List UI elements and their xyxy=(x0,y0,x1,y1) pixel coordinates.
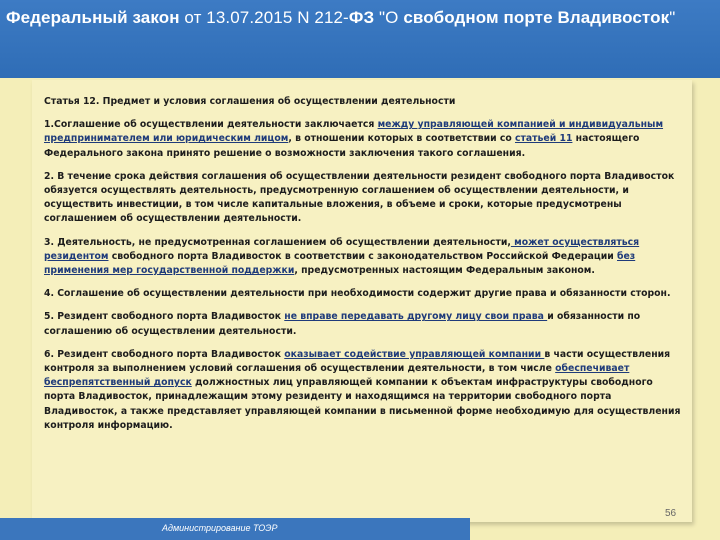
title-law-subject: свободном порте Владивосток xyxy=(403,8,670,27)
slide-title xyxy=(6,8,718,28)
p6-text-b: в части осуществления контроля за выполнением условий соглашения об осуществлении деятельности, в том числе xyxy=(44,348,671,375)
title-quote-close: " xyxy=(669,8,676,27)
p1-text-c: настоящего Федерального закона принято решение о возможности заключения такого соглашения. xyxy=(44,133,640,159)
p5-underline-no-transfer: не вправе передавать другому лицу свои права xyxy=(284,311,548,323)
paragraph-4: 4. Соглашение об осуществлении деятельности при необходимости содержит другие права и обязанности сторон. xyxy=(44,288,671,300)
p3-underline-without-support: без применения мер государственной поддержки xyxy=(44,250,636,277)
title-law-type: Федеральный закон xyxy=(6,8,180,27)
title-quote-open: "О xyxy=(374,8,404,27)
article-heading: Статья 12. Предмет и условия соглашения об осуществлении деятельности xyxy=(44,96,456,107)
p6-underline-access: обеспечивает беспрепятственный допуск xyxy=(44,363,630,389)
paragraph-3 xyxy=(44,236,684,279)
p1-underline-parties: между управляющей компанией и индивидуальным предпринимателем или юридическим лицом xyxy=(44,119,664,145)
p1-text-b: , в отношении которых в соответствии со xyxy=(288,133,515,145)
article-text xyxy=(44,95,684,442)
p3-text-c: , предусмотренных настоящим Федеральным законом. xyxy=(294,265,595,277)
p5-text-a: 5. Резидент свободного порта Владивосток xyxy=(44,311,285,323)
article-11-link[interactable]: статьей 11 xyxy=(514,133,573,145)
p1-text-a: 1.Соглашение об осуществлении деятельности заключается xyxy=(44,119,378,131)
p3-text-a: 3. Деятельность, не предусмотренная соглашением об осуществлении деятельности, xyxy=(44,236,511,248)
p6-text-c: должностных лиц управляющей компании к объектам инфраструктуры свободного порта Владивосток, принадлежащим этому резиденту и находящимся на территории свободного порта Владивосток, а также представляет управляющей компании в письменной форме необходимую для осуществления контроля информацию. xyxy=(44,377,681,431)
paragraph-6 xyxy=(44,348,684,433)
p6-underline-assists: оказывает содействие управляющей компании xyxy=(284,348,545,360)
title-law-date: от 13.07.2015 N 212- xyxy=(179,8,349,27)
page-number: 56 xyxy=(665,508,677,519)
paragraph-2: 2. В течение срока действия соглашения об осуществлении деятельности резидент свободного порта Владивосток обязуется осуществлять деятельность, предусмотренную соглашением об осуществлении деятельности, и осуществить инвестиции, в том числе капитальные вложения, в объеме и сроки, которые предусмотрены соглашением об осуществлении деятельности. xyxy=(44,170,675,225)
p5-text-b: и обязанности по соглашению об осуществлении деятельности. xyxy=(44,311,641,337)
footer-text: Администрирование ТОЭР xyxy=(162,523,278,533)
title-law-abbrev: ФЗ xyxy=(348,8,375,27)
p3-text-b: свободного порта Владивосток в соответствии с законодательством Российской Федерации xyxy=(108,250,618,262)
paragraph-5 xyxy=(44,310,684,338)
paragraph-1 xyxy=(44,118,684,161)
p3-underline-may: может осуществляться резидентом xyxy=(44,236,640,262)
p6-text-a: 6. Резидент свободного порта Владивосток xyxy=(44,348,285,360)
